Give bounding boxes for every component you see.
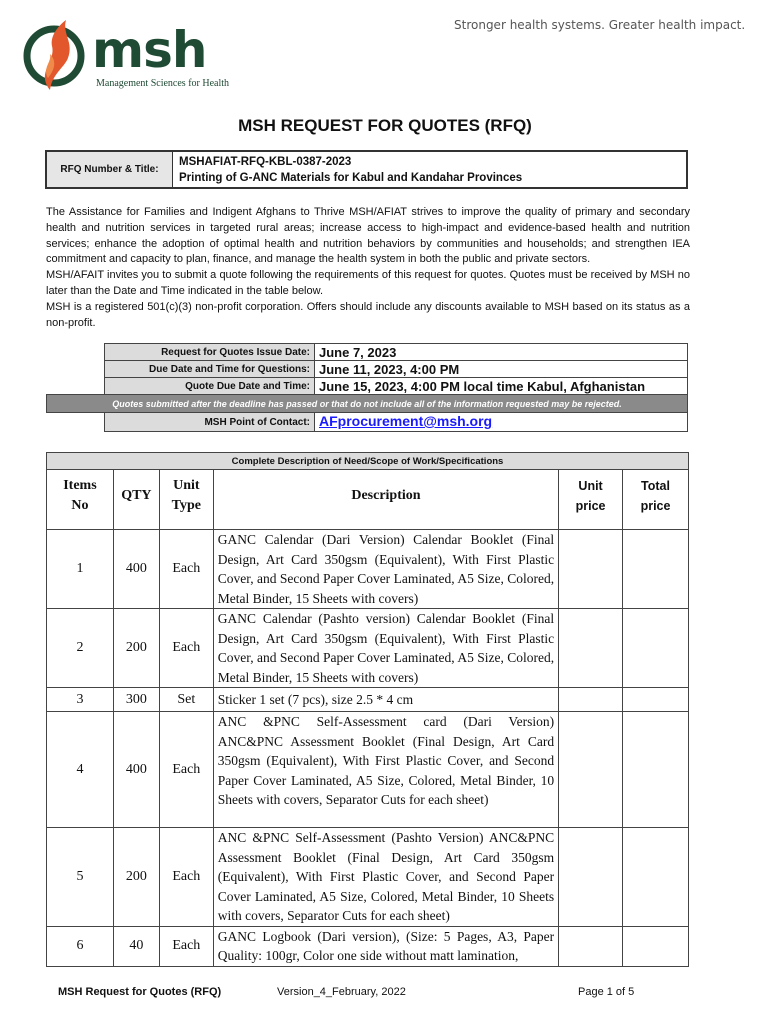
logo-subtitle: Management Sciences for Health (96, 78, 230, 89)
col-header-description: Description (213, 470, 558, 530)
item-description: ANC &PNC Self-Assessment (Pashto Version) ANC&PNC Assessment Booklet (Final Design, Art Card 350gsm (Equivalent), With First Plastic Cover, and Second Paper Cover Laminated, A5 Size, Colored, Metal Binder, 10 Sheets with covers, Separator Cuts for each sheet) (213, 828, 558, 927)
item-qty: 200 (113, 828, 159, 927)
item-description: GANC Calendar (Dari Version) Calendar Booklet (Final Design, Art Card 350gsm (Equivalent), With First Plastic Cover, and Second Paper Cover Laminated, A5 Size, Colored, Metal Binder, 15 Sheets with covers) (213, 530, 558, 609)
table-row (47, 688, 689, 712)
quote-due-label: Quote Due Date and Time: (105, 378, 315, 395)
rfq-label: RFQ Number & Title: (47, 152, 173, 187)
intro-paragraph: The Assistance for Families and Indigent Afghans to Thrive MSH/AFIAT strives to improve the quality of primary and secondary health and nutrition services in targeted rural areas; increase access to high-impact and evidence-based health and nutrition services; enhance the adoption of optimal health and nutrition behaviors by communities and households; and strengthen IEA commitment and capacity to plan, finance, and manage the health system in both the public and private sectors. (46, 206, 690, 266)
poc-label: MSH Point of Contact: (105, 413, 315, 432)
item-qty: 400 (113, 712, 159, 828)
table-row (47, 926, 689, 966)
total-price-cell[interactable] (623, 688, 689, 712)
col-header-total-price: Total price (623, 470, 689, 530)
item-number: 6 (47, 926, 114, 966)
item-qty: 40 (113, 926, 159, 966)
table-row (47, 530, 689, 609)
poc-cell (315, 413, 688, 432)
unit-price-cell[interactable] (559, 609, 623, 688)
item-unit: Each (159, 828, 213, 927)
footer-version: Version_4_February, 2022 (277, 986, 406, 998)
item-description: Sticker 1 set (7 pcs), size 2.5 * 4 cm (213, 688, 558, 712)
msh-logo (22, 16, 232, 96)
page-title: MSH REQUEST FOR QUOTES (RFQ) (238, 116, 532, 135)
item-unit: Each (159, 530, 213, 609)
unit-price-cell[interactable] (559, 712, 623, 828)
item-number: 3 (47, 688, 114, 712)
rfq-title: Printing of G-ANC Materials for Kabul and Kandahar Provinces (179, 172, 523, 184)
item-number: 5 (47, 828, 114, 927)
tagline: Stronger health systems. Greater health impact. (454, 18, 746, 32)
intro-paragraph: MSH/AFAIT invites you to submit a quote following the requirements of this request for quotes. Quotes must be received by MSH no later than the Date and Time indicated in the table below. (46, 269, 690, 297)
col-header-unit-price: Unit price (559, 470, 623, 530)
spec-header-row (47, 470, 689, 530)
specification-table (46, 452, 689, 967)
footer-doc-name: MSH Request for Quotes (RFQ) (58, 986, 222, 998)
table-row (47, 828, 689, 927)
rfq-number-box (45, 150, 688, 189)
issue-date-value: June 7, 2023 (315, 344, 688, 361)
dates-table (46, 343, 688, 432)
total-price-cell[interactable] (623, 609, 689, 688)
item-description: GANC Calendar (Pashto version) Calendar Booklet (Final Design, Art Card 350gsm (Equivalent), With First Plastic Cover, and Second Paper Cover Laminated, A5 Size, Colored, Metal Binder, 15 Sheets with covers) (213, 609, 558, 688)
table-row (47, 712, 689, 828)
msh-flame-icon (22, 16, 92, 96)
item-number: 1 (47, 530, 114, 609)
footer-page-number: Page 1 of 5 (578, 986, 635, 998)
col-header-unit-type: Unit Type (159, 470, 213, 530)
questions-due-value: June 11, 2023, 4:00 PM (315, 361, 688, 378)
item-unit: Set (159, 688, 213, 712)
item-description: ANC &PNC Self-Assessment card (Dari Version) ANC&PNC Assessment Booklet (Final Design, Art Card 350gsm (Equivalent), With First Plastic Cover, and Second Paper Cover Laminated, A5 Size, Colored, Metal Binder, 10 Sheets with covers, Separator Cuts for each sheet) (213, 712, 558, 828)
item-number: 4 (47, 712, 114, 828)
item-qty: 200 (113, 609, 159, 688)
rfq-value (173, 152, 528, 187)
deadline-warning: Quotes submitted after the deadline has passed or that do not include all of the information requested may be rejected. (47, 395, 688, 413)
total-price-cell[interactable] (623, 926, 689, 966)
questions-due-label: Due Date and Time for Questions: (105, 361, 315, 378)
item-unit: Each (159, 712, 213, 828)
unit-price-cell[interactable] (559, 926, 623, 966)
rfq-number: MSHAFIAT-RFQ-KBL-0387-2023 (179, 156, 352, 168)
col-header-qty: QTY (113, 470, 159, 530)
intro-paragraph: MSH is a registered 501(c)(3) non-profit corporation. Offers should include any discounts available to MSH based on its status as a non-profit. (46, 300, 690, 329)
poc-email-link[interactable]: AFprocurement@msh.org (319, 413, 493, 429)
table-row (47, 609, 689, 688)
item-qty: 400 (113, 530, 159, 609)
spec-heading: Complete Description of Need/Scope of Work/Specifications (47, 453, 689, 470)
quote-due-value: June 15, 2023, 4:00 PM local time Kabul, Afghanistan (315, 378, 688, 395)
unit-price-cell[interactable] (559, 828, 623, 927)
unit-price-cell[interactable] (559, 530, 623, 609)
logo-wordmark: msh (92, 21, 207, 79)
unit-price-cell[interactable] (559, 688, 623, 712)
item-number: 2 (47, 609, 114, 688)
issue-date-label: Request for Quotes Issue Date: (105, 344, 315, 361)
total-price-cell[interactable] (623, 712, 689, 828)
total-price-cell[interactable] (623, 828, 689, 927)
item-unit: Each (159, 926, 213, 966)
item-qty: 300 (113, 688, 159, 712)
item-description: GANC Logbook (Dari version), (Size: 5 Pages, A3, Paper Quality: 100gr, Color one side without matt lamination, (213, 926, 558, 966)
item-unit: Each (159, 609, 213, 688)
total-price-cell[interactable] (623, 530, 689, 609)
intro-text (46, 205, 690, 331)
col-header-items: Items No (47, 470, 114, 530)
